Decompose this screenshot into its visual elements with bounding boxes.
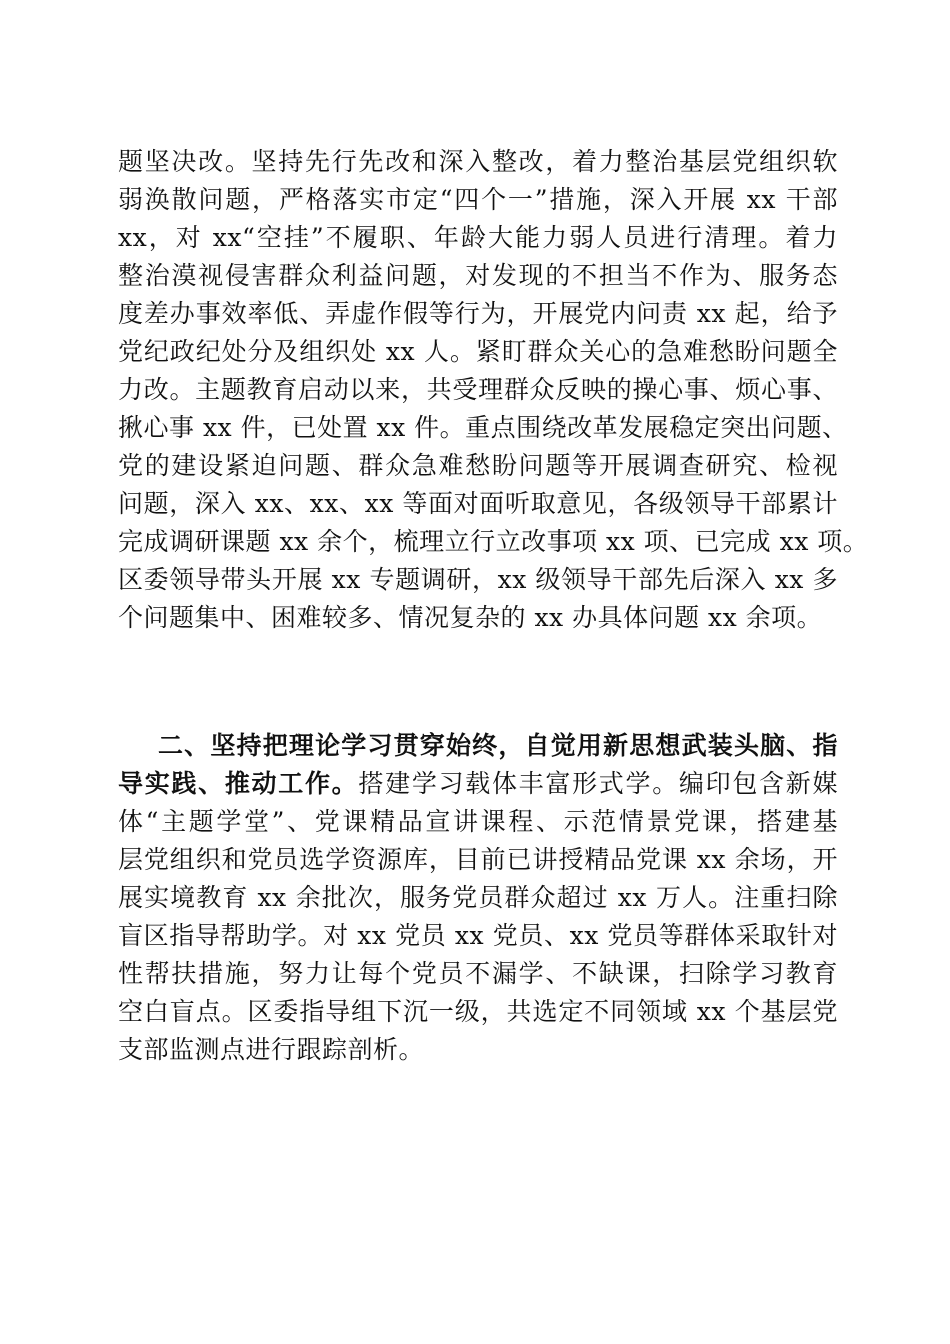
text-line: xx，对 xx“空挂”不履职、年龄大能力弱人员进行清理。着力 <box>118 223 838 252</box>
text-line: 展实境教育 xx 余批次，服务党员群众超过 xx 万人。注重扫除 <box>118 883 838 912</box>
text-line: 度差办事效率低、弄虚作假等行为，开展党内问责 xx 起，给予 <box>118 299 838 328</box>
text-line: 题坚决改。坚持先行先改和深入整改，着力整治基层党组织软 <box>118 147 838 176</box>
text-line: 性帮扶措施，努力让每个党员不漏学、不缺课，扫除学习教育 <box>118 959 838 988</box>
text-line: 个问题集中、困难较多、情况复杂的 xx 办具体问题 xx 余项。 <box>118 603 823 632</box>
text-fragment: 搭建学习载体丰富形式学。编印包含新媒 <box>358 769 838 798</box>
text-line: 层党组织和党员选学资源库，目前已讲授精品党课 xx 余场，开 <box>118 845 838 874</box>
text-line <box>118 765 838 803</box>
text-line: 问题，深入 xx、xx、xx 等面对面听取意见，各级领导干部累计 <box>118 489 838 518</box>
text-line: 体“主题学堂”、党课精品宣讲课程、示范情景党课，搭建基 <box>118 807 838 836</box>
text-line: 揪心事 xx 件，已处置 xx 件。重点围绕改革发展稳定突出问题、 <box>118 413 848 442</box>
text-line: 支部监测点进行跟踪剖析。 <box>118 1035 425 1064</box>
section-heading-line: 二、坚持把理论学习贯穿始终，自觉用新思想武装头脑、指 <box>158 731 838 760</box>
text-line: 空白盲点。区委指导组下沉一级，共选定不同领域 xx 个基层党 <box>118 997 838 1026</box>
text-line: 党的建设紧迫问题、群众急难愁盼问题等开展调查研究、检视 <box>118 451 838 480</box>
text-line: 完成调研课题 xx 余个，梳理立行立改事项 xx 项、已完成 xx 项。 <box>118 527 869 556</box>
text-line: 整治漠视侵害群众利益问题，对发现的不担当不作为、服务态 <box>118 261 838 290</box>
section-heading-continuation: 导实践、推动工作。 <box>118 769 359 798</box>
text-line: 区委领导带头开展 xx 专题调研，xx 级领导干部先后深入 xx 多 <box>118 565 838 594</box>
text-line: 弱涣散问题，严格落实市定“四个一”措施，深入开展 xx 干部 <box>118 185 838 214</box>
paragraph-1 <box>118 143 869 637</box>
text-line: 盲区指导帮助学。对 xx 党员 xx 党员、xx 党员等群体采取针对 <box>118 921 838 950</box>
text-line: 党纪政纪处分及组织处 xx 人。紧盯群众关心的急难愁盼问题全 <box>118 337 838 366</box>
paragraph-2 <box>118 727 838 1069</box>
text-line: 力改。主题教育启动以来，共受理群众反映的操心事、烦心事、 <box>118 375 838 404</box>
